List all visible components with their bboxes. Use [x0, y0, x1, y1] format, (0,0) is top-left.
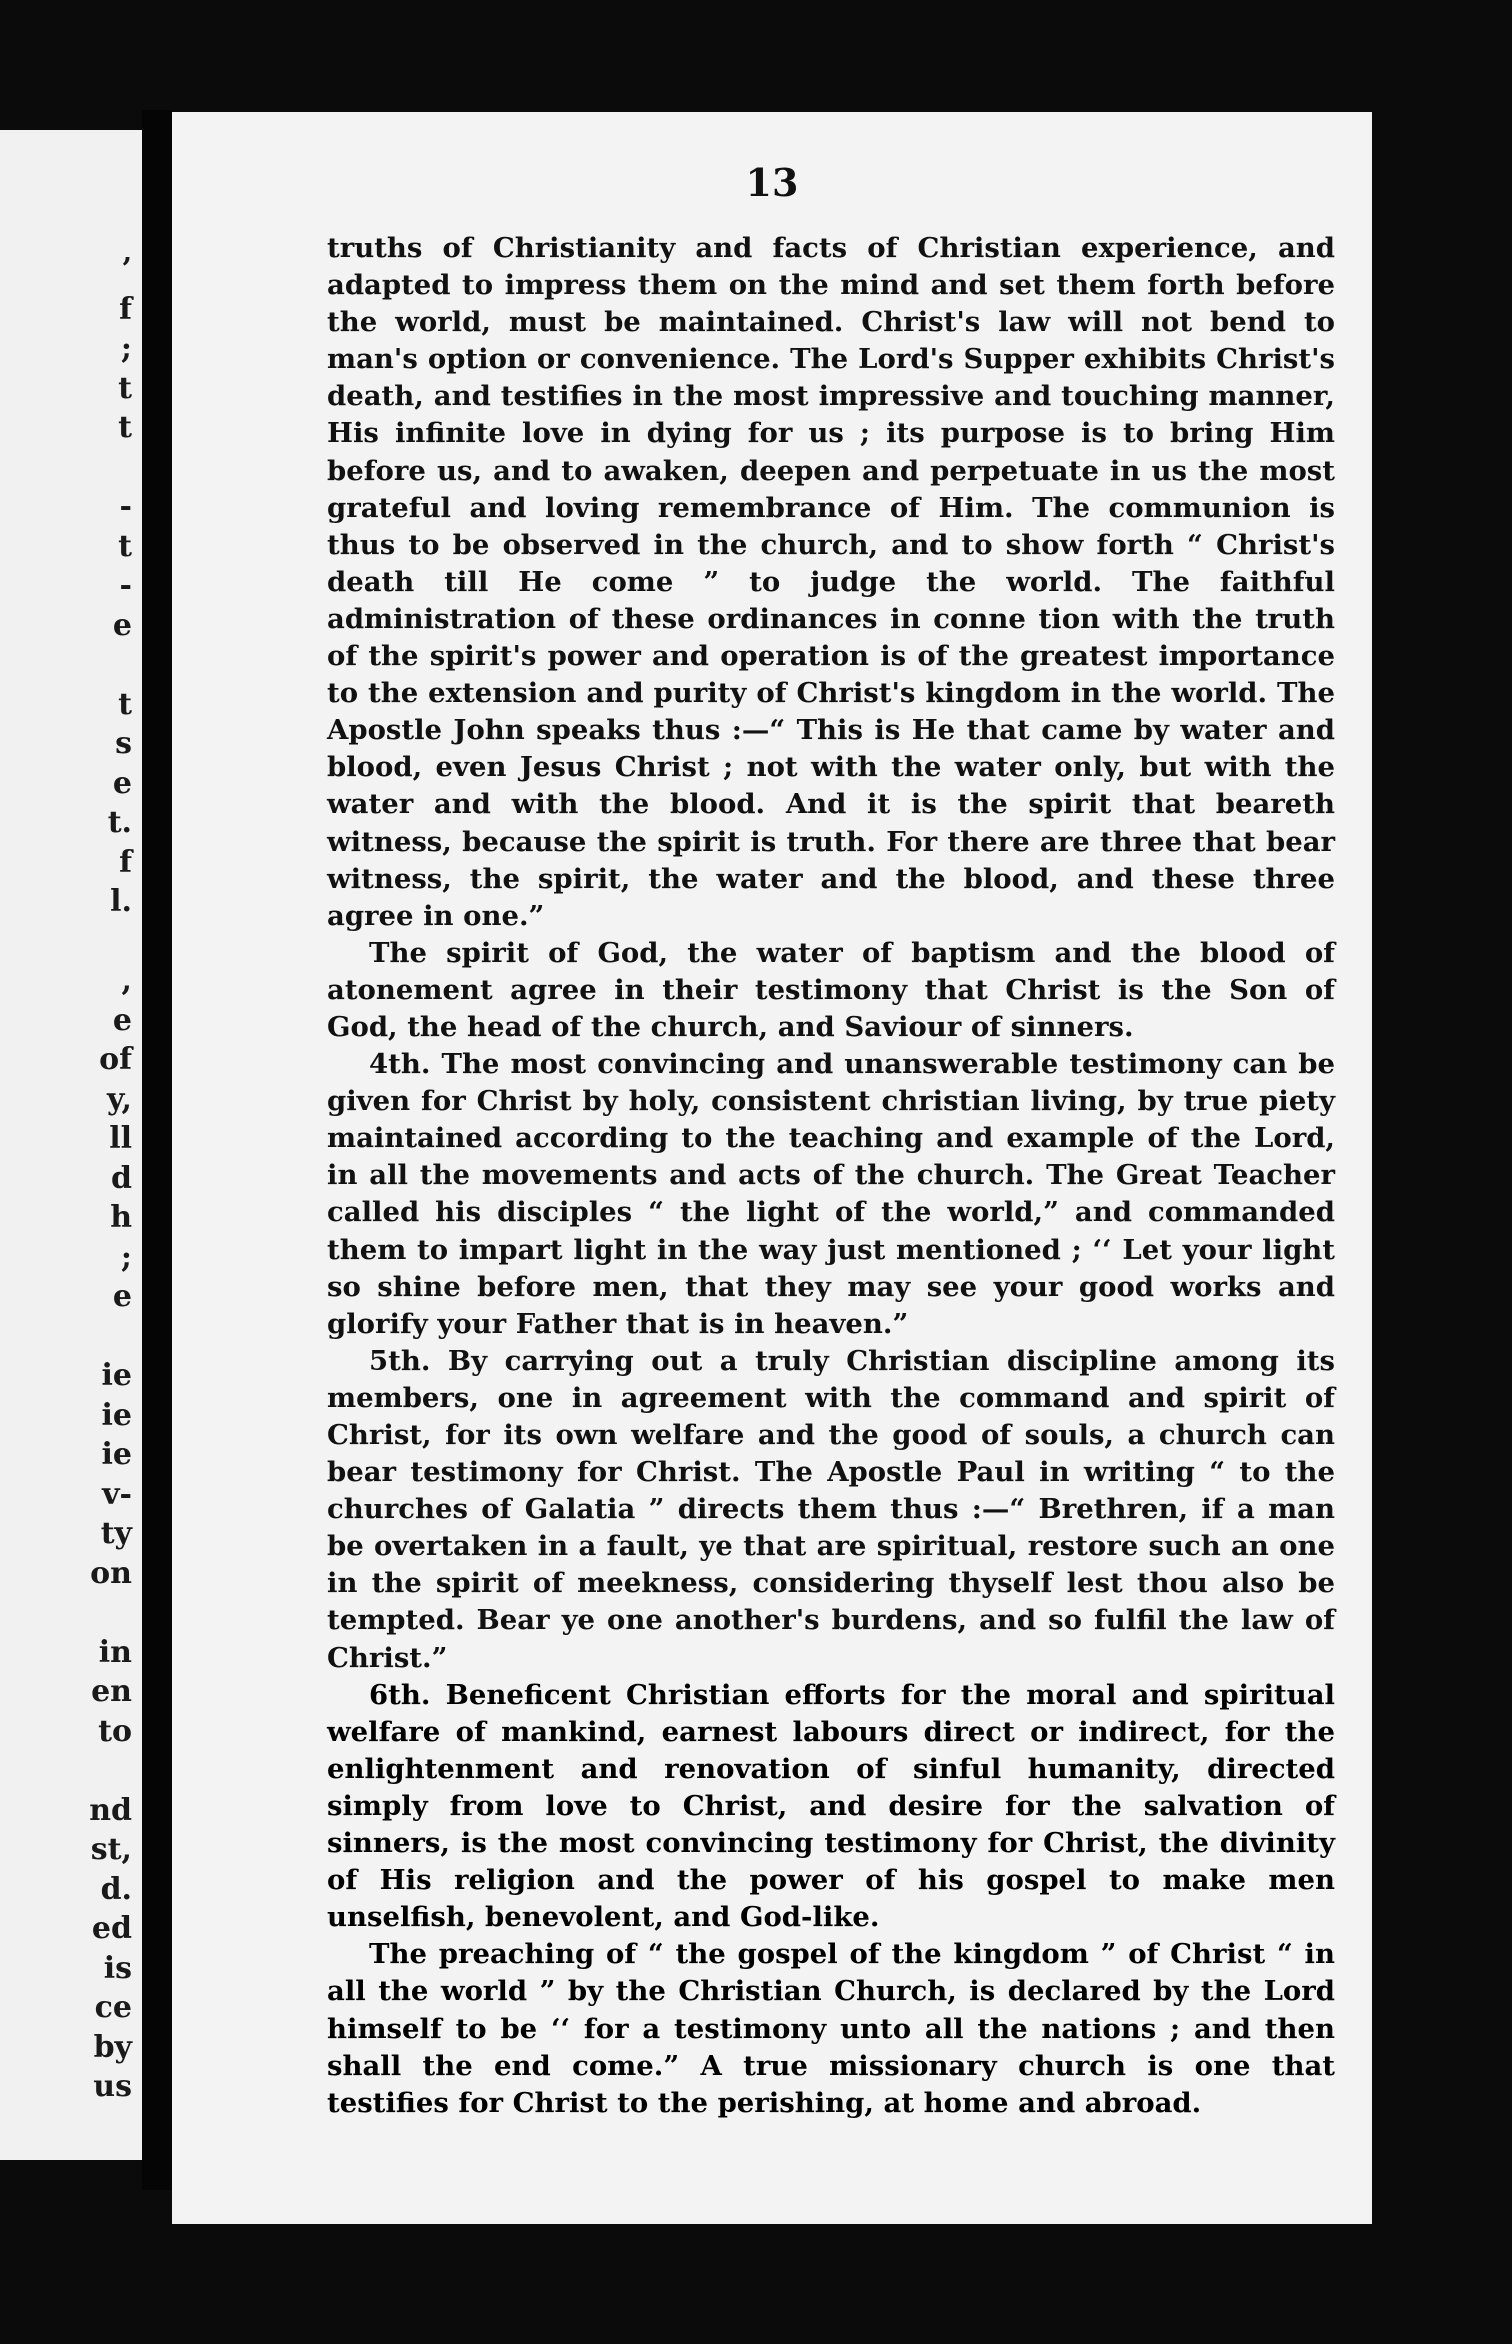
paragraph: 4th. The most convincing and unanswerable testimony can be given for Christ by holy, consistent christian living, by true piety maintained according to the teaching and example of the Lord, in all the movements and acts of the church. The Great Teacher called his disciples “ the light of the world,” and commanded them to impart light in the way just mentioned ; ‘‘ Let your light so shine before men, that they may see your good works and glorify your Father that is in heaven.”: [327, 1048, 1335, 1340]
facing-page-edge: [0, 130, 142, 2160]
page-body: [327, 230, 1335, 2122]
page-number: 13: [745, 160, 799, 205]
paragraph: 6th. Beneficent Christian efforts for the moral and spiritual welfare of mankind, earnest labours direct or indirect, for the enlightenment and renovation of sinful humanity, directed simply from love to Christ, and desire for the salvation of sinners, is the most convincing testimony for Christ, the divinity of His religion and the power of his gospel to make men unselfish, benevolent, and God-like.: [327, 1678, 1335, 1934]
paragraph: The preaching of “ the gospel of the kingdom ” of Christ “ in all the world ” by the Christian Church, is declared by the Lord himself to be ‘‘ for a testimony unto all the nations ; and then shall the end come.” A true missionary church is one that testifies for Christ to the perishing, at home and abroad.: [327, 1938, 1335, 2119]
paragraph: 5th. By carrying out a truly Christian discipline among its members, one in agreement with the command and spirit of Christ, for its own welfare and the good of souls, a church can bear testimony for Christ. The Apostle Paul in writing “ to the churches of Galatia ” directs them thus :—“ Brethren, if a man be overtaken in a fault, ye that are spiritual, restore such an one in the spirit of meekness, considering thyself lest thou also be tempted. Bear ye one another's burdens, and so fulfil the law of Christ.”: [327, 1344, 1335, 1674]
paragraph: truths of Christianity and facts of Christian experience, and adapted to impress them on the mind and set them forth before the world, must be maintained. Christ's law will not bend to man's option or convenience. The Lord's Supper exhibits Christ's death, and testifies in the most impressive and touching manner, His infinite love in dying for us ; its purpose is to bring Him before us, and to awaken, deepen and perpetuate in us the most grateful and loving remembrance of Him. The communion is thus to be observed in the church, and to show forth “ Christ's death till He come ” to judge the world. The faithful administration of these ordinances in conne tion with the truth of the spirit's power and operation is of the greatest importance to the extension and purity of Christ's kingdom in the world. The Apostle John speaks thus :—“ This is He that came by water and blood, even Jesus Christ ; not with the water only, but with the water and with the blood. And it is the spirit that beareth witness, because the spirit is truth. For there are three that bear witness, the spirit, the water and the blood, and these three agree in one.”: [327, 232, 1335, 932]
page: [172, 112, 1372, 2224]
facing-page-text-fragments: ’ f ; t t - t - e t s e t. f l. , e of y, ll d h ; e ie ie ie v- ty on in en to nd st, d. ed is ce by us: [89, 252, 132, 2104]
paragraph: The spirit of God, the water of baptism and the blood of atonement agree in their testimony that Christ is the Son of God, the head of the church, and Saviour of sinners.: [327, 936, 1335, 1043]
book-gutter: [142, 110, 172, 2190]
